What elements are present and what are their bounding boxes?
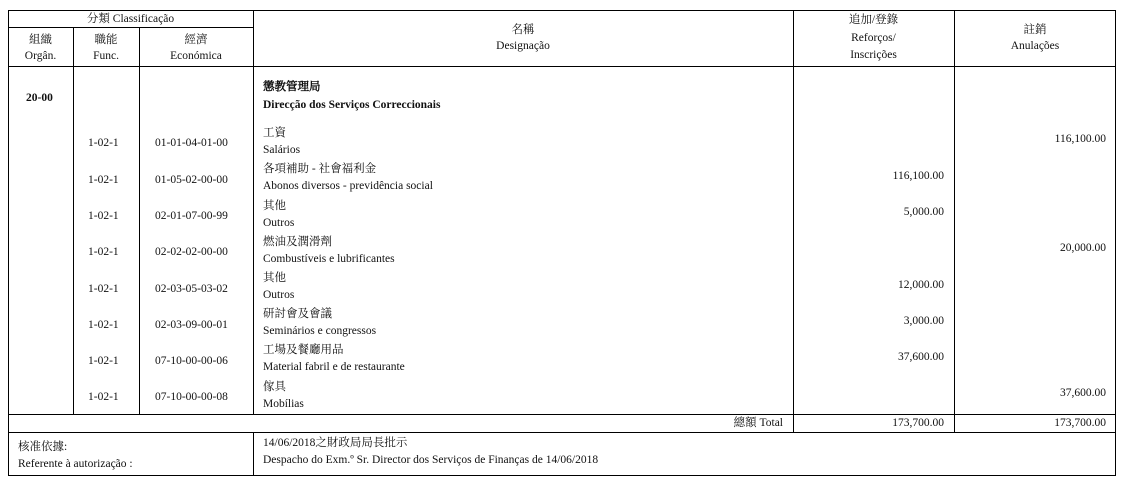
row-designation-zh: 燃油及潤滑劑: [263, 236, 332, 248]
row-econ: 02-03-09-00-01: [155, 319, 228, 331]
reforcos-header-pt2: Inscrições: [850, 49, 897, 61]
col-rule-footer: [253, 432, 254, 476]
row-econ: 07-10-00-00-06: [155, 355, 228, 367]
organ-header-pt: Orgân.: [24, 50, 57, 62]
total-reforcos: 173,700.00: [892, 417, 944, 429]
row-reforco: 12,000.00: [898, 279, 944, 291]
col-rule-organ: [73, 27, 74, 414]
table-frame: [8, 10, 1116, 476]
econ-header-pt: Económica: [170, 50, 222, 62]
row-designation-zh: 工資: [263, 127, 286, 139]
row-econ: 02-03-05-03-02: [155, 283, 228, 295]
row-designation-zh: 工場及餐廳用品: [263, 344, 344, 356]
reforcos-header-pt1: Reforços/: [851, 32, 896, 44]
econ-header-zh: 經濟: [184, 34, 208, 46]
col-rule-func: [139, 27, 140, 414]
dispatch-pt: Despacho do Exm.º Sr. Director dos Serviços de Finanças de 14/06/2018: [263, 454, 599, 466]
row-econ: 07-10-00-00-08: [155, 391, 228, 403]
designation-header-zh: 名稱: [511, 24, 535, 36]
row-func: 1-02-1: [88, 174, 119, 186]
total-anulacoes: 173,700.00: [1054, 417, 1106, 429]
dispatch-zh: 14/06/2018之財政局局長批示: [263, 437, 408, 449]
body-bottom-rule: [8, 414, 1116, 415]
row-func: 1-02-1: [88, 355, 119, 367]
row-func: 1-02-1: [88, 210, 119, 222]
organ-name-zh: 懲教管理局: [263, 81, 321, 93]
func-header-zh: 職能: [94, 34, 118, 46]
row-designation-pt: Salários: [263, 144, 301, 156]
row-anulacao: 20,000.00: [1060, 242, 1106, 254]
row-designation-zh: 傢具: [263, 381, 286, 393]
organ-code: 20-00: [26, 92, 53, 104]
classification-underline: [8, 27, 253, 28]
row-reforco: 116,100.00: [892, 170, 944, 182]
col-rule-reforcos: [954, 10, 955, 432]
row-anulacao: 116,100.00: [1054, 133, 1106, 145]
header-bottom-rule: [8, 66, 1116, 67]
col-rule-econ: [253, 10, 254, 414]
row-reforco: 3,000.00: [903, 315, 944, 327]
row-designation-pt: Outros: [263, 217, 295, 229]
anulacoes-header-pt: Anulações: [1010, 40, 1060, 52]
organ-name-pt: Direcção dos Serviços Correccionais: [263, 99, 441, 111]
row-anulacao: 37,600.00: [1060, 387, 1106, 399]
row-econ: 01-01-04-01-00: [155, 137, 228, 149]
col-rule-desig: [793, 10, 794, 432]
classification-header: 分類 Classificação: [86, 13, 175, 25]
row-designation-pt: Outros: [263, 289, 295, 301]
row-reforco: 37,600.00: [898, 351, 944, 363]
anulacoes-header-zh: 註銷: [1023, 24, 1047, 36]
row-designation-pt: Material fabril e de restaurante: [263, 361, 405, 373]
row-designation-pt: Mobílias: [263, 398, 304, 410]
row-func: 1-02-1: [88, 246, 119, 258]
func-header-pt: Func.: [93, 50, 119, 62]
row-func: 1-02-1: [88, 391, 119, 403]
total-bottom-rule: [8, 432, 1116, 433]
row-designation-zh: 其他: [263, 200, 286, 212]
authorization-label-zh: 核准依據:: [18, 441, 68, 453]
row-econ: 01-05-02-00-00: [155, 174, 228, 186]
row-econ: 02-01-07-00-99: [155, 210, 228, 222]
row-designation-zh: 研討會及會議: [263, 308, 332, 320]
row-econ: 02-02-02-00-00: [155, 246, 228, 258]
budget-table: [8, 10, 1116, 478]
row-func: 1-02-1: [88, 319, 119, 331]
row-designation-zh: 各項補助 - 社會福利金: [263, 163, 377, 175]
row-func: 1-02-1: [88, 283, 119, 295]
row-designation-pt: Abonos diversos - previdência social: [263, 180, 433, 192]
authorization-label-pt: Referente à autorização :: [18, 458, 133, 470]
row-func: 1-02-1: [88, 137, 119, 149]
row-reforco: 5,000.00: [903, 206, 944, 218]
row-designation-zh: 其他: [263, 272, 286, 284]
organ-header-zh: 組織: [29, 34, 52, 46]
designation-header-pt: Designação: [496, 40, 550, 52]
row-designation-pt: Seminários e congressos: [263, 325, 377, 337]
row-designation-pt: Combustíveis e lubrificantes: [263, 253, 395, 265]
total-label: 總額 Total: [733, 417, 783, 429]
reforcos-header-zh: 追加/登錄: [848, 14, 899, 26]
